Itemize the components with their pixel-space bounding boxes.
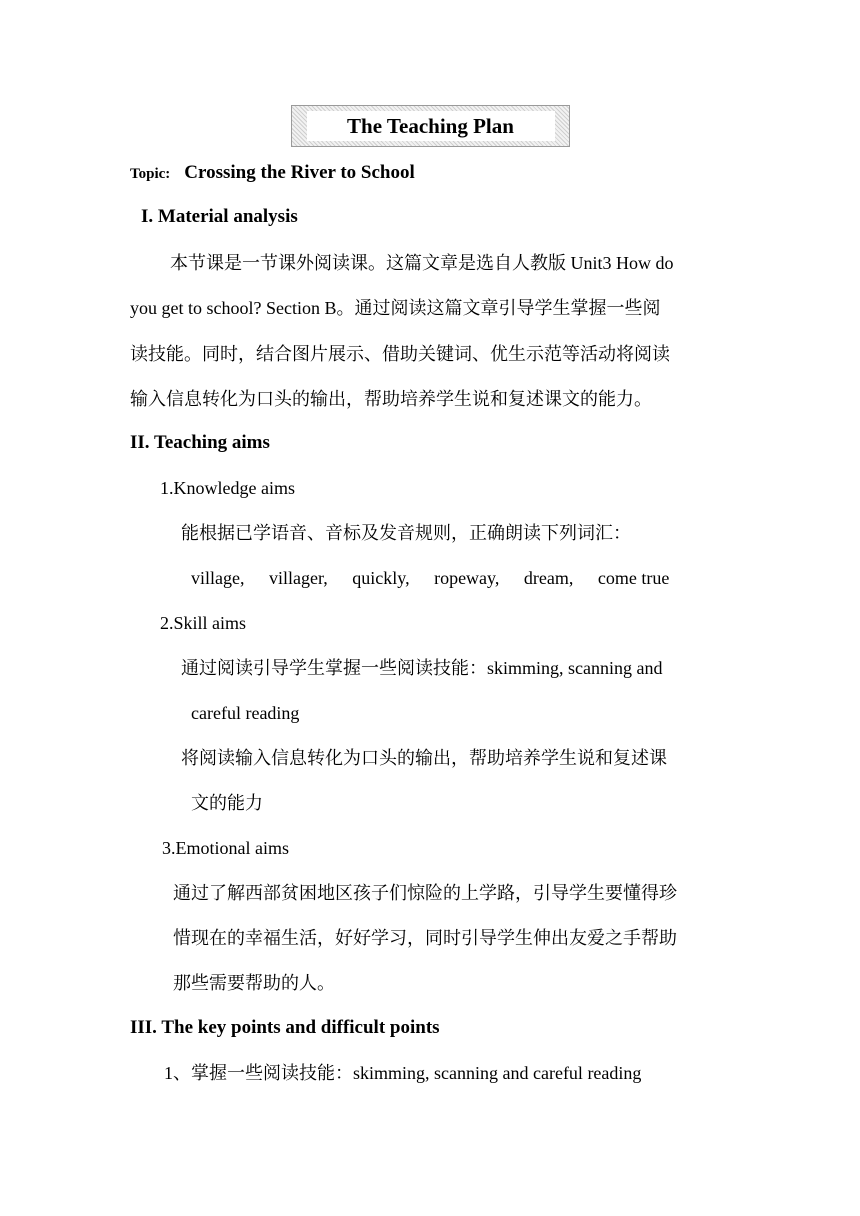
vocab-word: ropeway,: [434, 568, 500, 588]
section1-line-4: 输入信息转化为口头的输出，帮助培养学生说和复述课文的能力。: [130, 389, 652, 409]
section1-line-3: 读技能。同时，结合图片展示、借助关键词、优生示范等活动将阅读: [130, 344, 670, 364]
section3-line-1: 1、掌握一些阅读技能：skimming, scanning and careful reading: [164, 1063, 642, 1083]
topic-text: Crossing the River to School: [184, 162, 415, 183]
topic-label: Topic:: [130, 166, 171, 182]
emotional-aims-line-1: 通过了解西部贫困地区孩子们惊险的上学路，引导学生要懂得珍: [173, 883, 677, 903]
skill-aims-line-1: 通过阅读引导学生掌握一些阅读技能：skimming, scanning and: [181, 658, 663, 678]
section1-heading: I. Material analysis: [141, 206, 298, 227]
skill-aims-line-3: 将阅读输入信息转化为口头的输出，帮助培养学生说和复述课: [181, 748, 667, 768]
vocab-word: villager,: [268, 568, 328, 588]
section1-line-2: you get to school? Section B。通过阅读这篇文章引导学生掌握一些阅: [130, 298, 661, 318]
vocab-word: come true: [597, 568, 670, 588]
vocab-word: dream,: [523, 568, 574, 588]
vocabulary-list: [191, 566, 669, 590]
topic-line: [130, 160, 415, 186]
skill-aims-line-2: careful reading: [191, 703, 300, 723]
knowledge-aims-text: 能根据已学语音、音标及发音规则，正确朗读下列词汇：: [181, 523, 631, 543]
vocab-word: quickly,: [352, 568, 410, 588]
emotional-aims-line-3: 那些需要帮助的人。: [173, 973, 335, 993]
knowledge-aims-label: 1.Knowledge aims: [160, 478, 295, 498]
section1-line-1: 本节课是一节课外阅读课。这篇文章是选自人教版 Unit3 How do: [170, 253, 674, 273]
section3-heading: III. The key points and difficult points: [130, 1017, 440, 1038]
emotional-aims-line-2: 惜现在的幸福生活，好好学习，同时引导学生伸出友爱之手帮助: [173, 928, 677, 948]
section2-heading: II. Teaching aims: [130, 432, 270, 453]
title-frame: [291, 105, 570, 147]
page-title: The Teaching Plan: [307, 111, 555, 141]
skill-aims-line-4: 文的能力: [191, 793, 263, 813]
skill-aims-label: 2.Skill aims: [160, 613, 247, 633]
vocab-word: village,: [191, 568, 245, 588]
emotional-aims-label: 3.Emotional aims: [162, 838, 289, 858]
